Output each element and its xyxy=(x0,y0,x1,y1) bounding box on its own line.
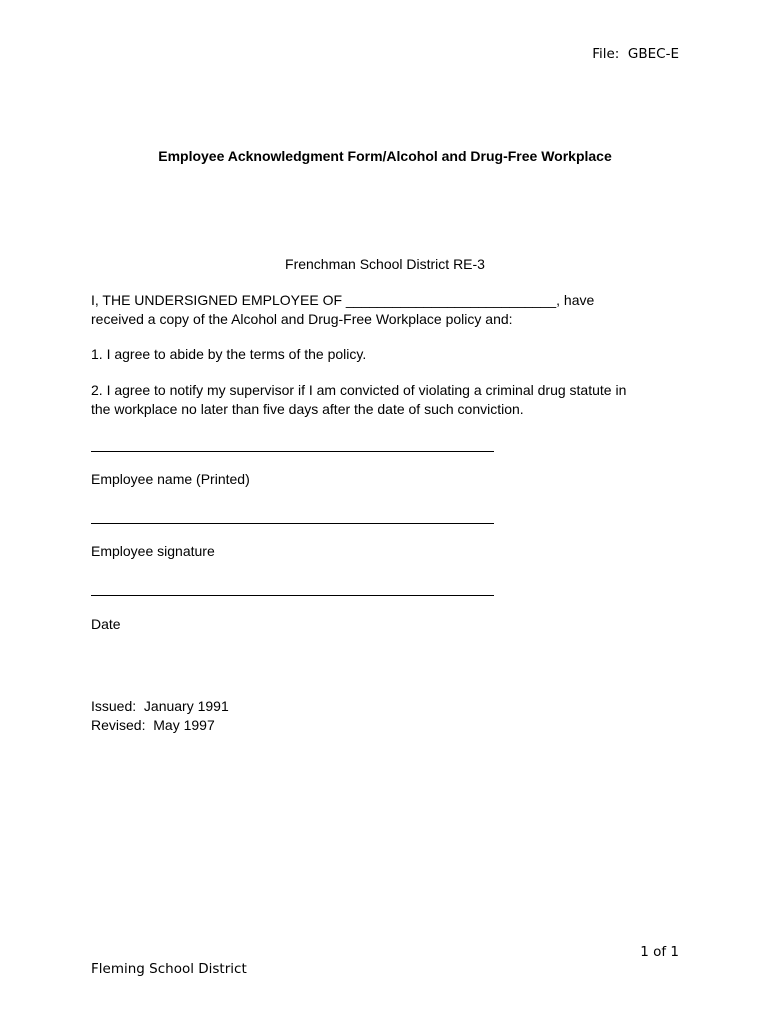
issued-date: Issued: January 1991 xyxy=(91,698,229,714)
employee-name-label: Employee name (Printed) xyxy=(91,471,250,487)
intro-line-2: received a copy of the Alcohol and Drug-Free Workplace policy and: xyxy=(91,310,513,327)
file-code: File: GBEC-E xyxy=(592,46,679,62)
date-line xyxy=(91,595,494,596)
revised-date: Revised: May 1997 xyxy=(91,717,215,733)
footer-organization: Fleming School District xyxy=(91,961,247,977)
employee-signature-label: Employee signature xyxy=(91,543,215,559)
item-2-line-1: 2. I agree to notify my supervisor if I am convicted of violating a criminal drug statute in xyxy=(91,382,627,398)
district-name: Frenchman School District RE-3 xyxy=(285,256,485,272)
page-number: 1 of 1 xyxy=(640,944,679,960)
employee-signature-line xyxy=(91,523,494,524)
employee-name-line xyxy=(91,451,494,452)
date-label: Date xyxy=(91,616,121,632)
agreement-item-2 xyxy=(91,381,691,418)
form-title: Employee Acknowledgment Form/Alcohol and Drug-Free Workplace xyxy=(158,148,612,164)
intro-line-1: I, THE UNDERSIGNED EMPLOYEE OF ___________________________, have xyxy=(91,292,595,308)
agreement-item-1: 1. I agree to abide by the terms of the policy. xyxy=(91,346,367,362)
intro-paragraph xyxy=(91,291,691,328)
item-2-line-2: the workplace no later than five days after the date of such conviction. xyxy=(91,400,524,417)
